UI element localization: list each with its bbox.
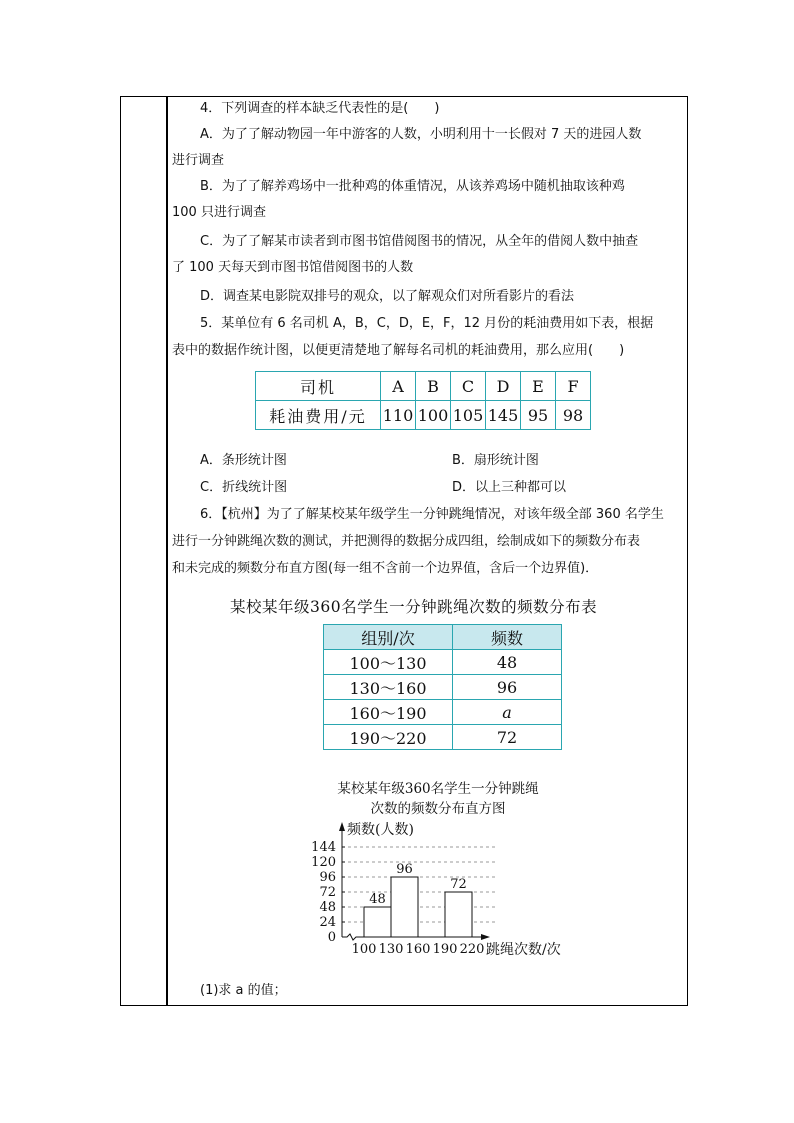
y-axis-label: 频数(人数) bbox=[347, 822, 414, 838]
bar-value-label: 72 bbox=[450, 877, 467, 892]
q5-option-d: D．以上三种都可以 bbox=[452, 480, 567, 495]
q4-stem: 4．下列调查的样本缺乏代表性的是( ) bbox=[200, 101, 440, 116]
left-column bbox=[121, 97, 168, 1005]
table-row bbox=[256, 401, 591, 430]
table-cell: 100 bbox=[416, 401, 451, 430]
table-header-row bbox=[324, 625, 562, 650]
table-cell: 95 bbox=[521, 401, 556, 430]
table-header-cost: 耗油费用/元 bbox=[256, 401, 381, 430]
table-header-driver: 司机 bbox=[256, 372, 381, 401]
table-row bbox=[324, 650, 562, 675]
frequency-table-title: 某校某年级360名学生一分钟跳绳次数的频数分布表 bbox=[230, 598, 598, 616]
table-cell: 160～190 bbox=[324, 700, 453, 725]
table-row bbox=[324, 725, 562, 750]
y-tick-label: 72 bbox=[319, 885, 336, 900]
q4-option-c-line1: C．为了了解某市读者到市图书馆借阅图书的情况，从全年的借阅人数中抽查 bbox=[200, 234, 639, 249]
question-frame bbox=[120, 96, 688, 1006]
table-cell: C bbox=[451, 372, 486, 401]
q4-option-a-line2: 进行调查 bbox=[172, 153, 225, 168]
table-cell: 130～160 bbox=[324, 675, 453, 700]
table-cell: 72 bbox=[453, 725, 562, 750]
table-cell: A bbox=[381, 372, 416, 401]
y-tick-label: 0 bbox=[327, 930, 336, 945]
x-tick-label: 130 bbox=[378, 942, 404, 957]
table-header-frequency: 频数 bbox=[453, 625, 562, 650]
table-cell: D bbox=[486, 372, 521, 401]
table-cell: F bbox=[556, 372, 591, 401]
q4-option-d: D．调查某电影院双排号的观众，以了解观众们对所看影片的看法 bbox=[200, 289, 575, 304]
x-tick-label: 100 bbox=[351, 942, 377, 957]
q5-option-b: B．扇形统计图 bbox=[452, 453, 539, 468]
histogram-title bbox=[318, 779, 558, 819]
q4-option-a-line1: A．为了了解动物园一年中游客的人数，小明利用十一长假对 7 天的进园人数 bbox=[200, 127, 642, 142]
table-cell: 96 bbox=[453, 675, 562, 700]
frequency-table bbox=[323, 624, 562, 750]
x-tick-label: 160 bbox=[405, 942, 431, 957]
table-header-group: 组别/次 bbox=[324, 625, 453, 650]
table-cell: 105 bbox=[451, 401, 486, 430]
q4-option-b-line2: 100 只进行调查 bbox=[172, 205, 266, 220]
bar-value-label: 96 bbox=[396, 862, 413, 877]
q4-option-b-line1: B．为了了解养鸡场中一批种鸡的体重情况，从该养鸡场中随机抽取该种鸡 bbox=[200, 179, 625, 194]
table-cell: 48 bbox=[453, 650, 562, 675]
q6-stem-line1: 6．【杭州】为了了解某校某年级学生一分钟跳绳情况，对该年级全部 360 名学生 bbox=[200, 507, 664, 522]
table-cell: a bbox=[453, 700, 562, 725]
q6-stem-line3: 和未完成的频数分布直方图(每一组不含前一个边界值，含后一个边界值)． bbox=[172, 561, 599, 576]
table-cell: 98 bbox=[556, 401, 591, 430]
table-cell: 110 bbox=[381, 401, 416, 430]
x-tick-label: 190 bbox=[432, 942, 458, 957]
table-cell: E bbox=[521, 372, 556, 401]
histogram-title-line2: 次数的频数分布直方图 bbox=[370, 801, 506, 817]
q5-stem-line1: 5．某单位有 6 名司机 A，B，C，D，E，F，12 月份的耗油费用如下表，根据 bbox=[200, 316, 654, 331]
bar-value-label: 48 bbox=[369, 892, 386, 907]
table-cell: B bbox=[416, 372, 451, 401]
q5-stem-line2: 表中的数据作统计图，以便更清楚地了解每名司机的耗油费用，那么应用( ) bbox=[172, 343, 625, 358]
table-row bbox=[324, 675, 562, 700]
x-tick-label: 220 bbox=[459, 942, 485, 957]
table-cell: 190～220 bbox=[324, 725, 453, 750]
q6-stem-line2: 进行一分钟跳绳次数的测试，并把测得的数据分成四组，绘制成如下的频数分布表 bbox=[172, 534, 641, 549]
column-divider bbox=[166, 96, 168, 1006]
driver-cost-table bbox=[255, 371, 591, 430]
histogram-title-line1: 某校某年级360名学生一分钟跳绳 bbox=[337, 781, 539, 797]
y-tick-label: 48 bbox=[319, 900, 336, 915]
q5-option-c: C．折线统计图 bbox=[200, 480, 288, 495]
table-row bbox=[324, 700, 562, 725]
y-tick-label: 120 bbox=[311, 855, 336, 870]
table-cell: 100～130 bbox=[324, 650, 453, 675]
q5-option-a: A．条形统计图 bbox=[200, 453, 287, 468]
x-axis-label: 跳绳次数/次 bbox=[486, 942, 561, 958]
table-cell: 145 bbox=[486, 401, 521, 430]
q6-subquestion-1: (1)求 a 的值； bbox=[200, 983, 287, 998]
y-tick-label: 144 bbox=[311, 840, 336, 855]
q4-option-c-line2: 了 100 天每天到市图书馆借阅图书的人数 bbox=[172, 260, 414, 275]
table-row bbox=[256, 372, 591, 401]
y-tick-label: 24 bbox=[319, 915, 336, 930]
y-tick-label: 96 bbox=[319, 870, 336, 885]
